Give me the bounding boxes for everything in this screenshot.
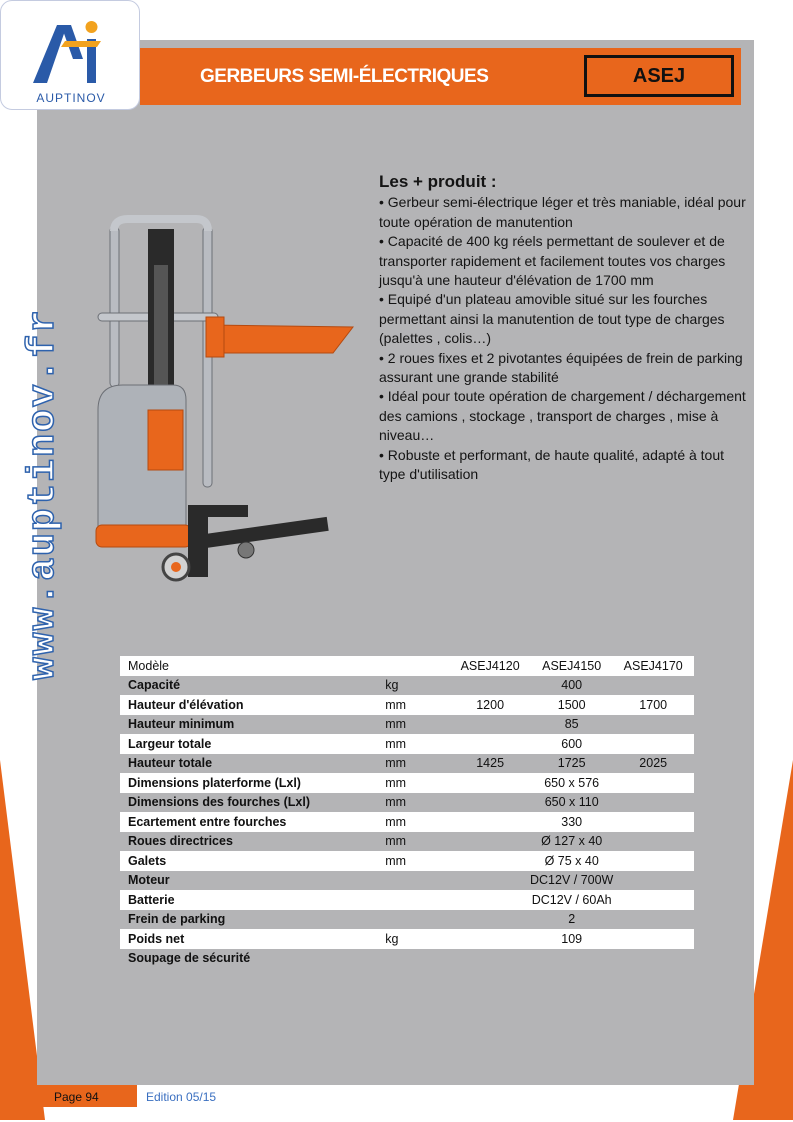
features-section xyxy=(379,172,749,485)
row-value: Ø 127 x 40 xyxy=(541,834,603,849)
feature-item: • Idéal pour toute opération de chargement / déchargement des camions , stockage , transport de charges , mise à niveau… xyxy=(379,388,746,444)
table-row xyxy=(120,812,694,832)
row-label: Capacité xyxy=(128,678,181,693)
row-value: 1425 xyxy=(476,756,505,771)
row-label: Hauteur totale xyxy=(128,756,213,771)
table-row xyxy=(120,734,694,754)
row-value: 650 x 576 xyxy=(449,773,694,793)
row-unit: mm xyxy=(379,851,449,871)
table-row xyxy=(120,676,694,696)
row-unit: mm xyxy=(385,756,407,771)
row-value: DC12V / 700W xyxy=(529,873,614,888)
table-row xyxy=(120,910,694,930)
row-unit xyxy=(379,890,449,910)
row-unit xyxy=(379,949,449,969)
model-column: ASEJ4150 xyxy=(531,656,613,676)
table-row xyxy=(120,695,694,715)
row-value: 1200 xyxy=(449,695,531,715)
row-label: Frein de parking xyxy=(128,912,226,927)
row-value: DC12V / 60Ah xyxy=(449,890,694,910)
model-column: ASEJ4120 xyxy=(449,656,531,676)
table-row xyxy=(120,949,694,969)
header-label: Modèle xyxy=(120,656,379,676)
row-label: Dimensions des fourches (Lxl) xyxy=(128,795,310,810)
row-value: 109 xyxy=(449,929,694,949)
row-label: Hauteur minimum xyxy=(128,717,235,732)
logo-icon xyxy=(1,1,141,91)
row-unit xyxy=(379,910,449,930)
row-value: Ø 75 x 40 xyxy=(449,851,694,871)
website-url: www.auptinov.fr xyxy=(22,307,65,680)
row-unit: mm xyxy=(379,734,449,754)
feature-item: • Robuste et performant, de haute qualité, adapté à tout type d'utilisation xyxy=(379,446,725,483)
row-unit: mm xyxy=(385,834,407,849)
row-value: 400 xyxy=(561,678,583,693)
model-column: ASEJ4170 xyxy=(612,656,694,676)
table-row xyxy=(120,890,694,910)
row-value: 85 xyxy=(564,717,579,732)
feature-item: • Capacité de 400 kg réels permettant de soulever et de transporter rapidement et facilement toutes vos charges jusqu'à une hauteur d'élévation de 1700 mm xyxy=(379,233,726,289)
logo xyxy=(0,0,140,110)
row-value xyxy=(449,949,694,969)
row-value: 650 x 110 xyxy=(544,795,599,810)
row-unit: kg xyxy=(379,929,449,949)
row-unit: kg xyxy=(385,678,399,693)
spec-table xyxy=(120,656,694,968)
header-unit xyxy=(379,656,449,676)
product-image xyxy=(88,205,358,605)
table-row xyxy=(120,851,694,871)
row-value: 2 xyxy=(568,912,576,927)
row-value: 2025 xyxy=(639,756,668,771)
logo-text: AUPTINOV xyxy=(36,91,106,105)
row-label: Soupage de sécurité xyxy=(128,951,251,966)
table-header-row xyxy=(120,656,694,676)
row-label: Dimensions platerforme (Lxl) xyxy=(120,773,379,793)
row-value: 1700 xyxy=(612,695,694,715)
row-unit xyxy=(379,871,449,891)
feature-item: • Equipé d'un plateau amovible situé sur les fourches permettant ainsi la manutention de tout type de charges (palettes , colis…) xyxy=(379,291,725,347)
row-value: 1725 xyxy=(557,756,586,771)
table-row xyxy=(120,715,694,735)
page-title: GERBEURS SEMI-ÉLECTRIQUES xyxy=(200,66,489,87)
model-badge: ASEJ xyxy=(584,55,734,97)
row-value: 600 xyxy=(449,734,694,754)
edition-label: Edition 05/15 xyxy=(146,1090,217,1104)
row-unit: mm xyxy=(379,695,449,715)
row-label: Ecartement entre fourches xyxy=(120,812,379,832)
row-label: Roues directrices xyxy=(128,834,233,849)
row-label: Galets xyxy=(120,851,379,871)
row-unit: mm xyxy=(379,773,449,793)
row-value: 330 xyxy=(449,812,694,832)
row-value: 1500 xyxy=(531,695,613,715)
table-row xyxy=(120,773,694,793)
row-unit: mm xyxy=(379,812,449,832)
row-label: Poids net xyxy=(120,929,379,949)
table-row xyxy=(120,929,694,949)
table-row xyxy=(120,832,694,852)
row-unit: mm xyxy=(385,717,407,732)
table-row xyxy=(120,871,694,891)
table-row xyxy=(120,793,694,813)
row-label: Batterie xyxy=(120,890,379,910)
row-label: Largeur totale xyxy=(120,734,379,754)
table-row xyxy=(120,754,694,774)
row-label: Moteur xyxy=(128,873,170,888)
page-number: Page 94 xyxy=(54,1090,99,1104)
features-heading: Les + produit : xyxy=(379,172,497,191)
feature-item: • Gerbeur semi-électrique léger et très maniable, idéal pour toute opération de manutention xyxy=(379,194,746,230)
row-unit: mm xyxy=(385,795,407,810)
feature-item: • 2 roues fixes et 2 pivotantes équipées de frein de parking assurant une grande stabilité xyxy=(379,349,743,386)
row-label: Hauteur d'élévation xyxy=(120,695,379,715)
